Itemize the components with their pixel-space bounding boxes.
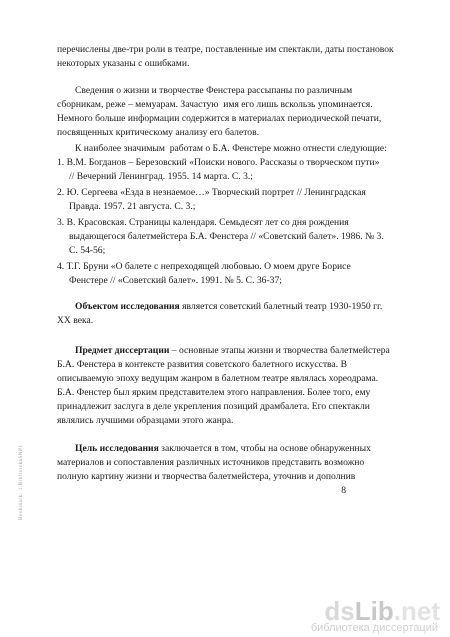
text-line: сборникам, реже – мемуарам. Зачастую имя его лишь вскользь упоминается. [57, 99, 373, 110]
margin-note: Bookmark: 1,BibliotekaSNP1 [19, 444, 24, 520]
text-line: выдающегося балетмейстера Б.А. Фенстера // «Советский балет». 1986. № 3. [69, 231, 384, 242]
text-line: посвященных критическому анализу его балетов. [57, 127, 260, 138]
watermark-subtitle: библиотека диссертаций [310, 622, 438, 634]
term-object: Объектом исследования [75, 301, 180, 312]
term-subject: Предмет диссертации [75, 345, 170, 356]
text-line: Фенстере // «Советский балет». 1991. № 5. С. 36-37; [69, 275, 282, 286]
text-line: Правда. 1957. 21 августа. С. 3.; [69, 201, 196, 212]
text-line: перечислены две-три роли в театре, поставленные им спектакли, даты постановок [57, 44, 394, 55]
list-item: 2. Ю. Сергеева «Езда в незнаемое…» Творческий портрет // Ленинградская [57, 187, 366, 198]
text-line: Цель исследования заключается в том, чтобы на основе обнаруженных [75, 443, 371, 454]
text-line: описываемую эпоху ведущим жанром в балетном театре являлась хореодрама. [57, 373, 379, 384]
text-line: К наиболее значимым работам о Б.А. Фенстере можно отнести следующие: [75, 143, 387, 154]
text-line: принадлежит заслуга в деле укрепления позиций драмбалета. Его спектакли [57, 401, 370, 412]
list-item: 4. Т.Г. Бруни «О балете с непреходящей любовью. О моем друге Борисе [57, 261, 351, 272]
text-line: Немного больше информации содержится в материалах периодической печати, [57, 113, 382, 124]
text-line: материалов и сопоставления различных источников представить возможно [57, 457, 365, 468]
text-line: Объектом исследования является советский балетный театр 1930-1950 гг. [75, 301, 383, 312]
text-line: Б.А. Фенстер был ярким представителем этого направления. Более того, ему [57, 387, 371, 398]
text-line: // Вечерний Ленинград. 1955. 14 марта. С. 3.; [69, 171, 253, 182]
term-goal: Цель исследования [75, 443, 159, 454]
watermark-logo: dsLib.net [324, 596, 440, 626]
list-item: 1. В.М. Богданов – Березовский «Поиски нового. Рассказы о творческом пути» [57, 157, 380, 168]
text-line: Предмет диссертации – основные этапы жизни и творчества балетмейстера [75, 345, 390, 356]
text-line: XX века. [57, 315, 94, 326]
text-line: С. 54-56; [69, 245, 106, 256]
text-line: Б.А. Фенстера в контексте развития советского балетного искусства. В [57, 359, 347, 370]
page-number: 8 [341, 485, 346, 496]
text-line: некоторых указаны с ошибками. [57, 58, 190, 69]
list-item: 3. В. Красовская. Страницы календаря. Семьдесят лет со дня рождения [57, 217, 349, 228]
text-line: полную картину жизни и творчества балетмейстера, уточнив и дополнив [57, 471, 356, 482]
text-line: Сведения о жизни и творчестве Фенстера рассыпаны по различным [75, 85, 353, 96]
text-line: являлись лучшими образцами этого жанра. [57, 415, 234, 426]
